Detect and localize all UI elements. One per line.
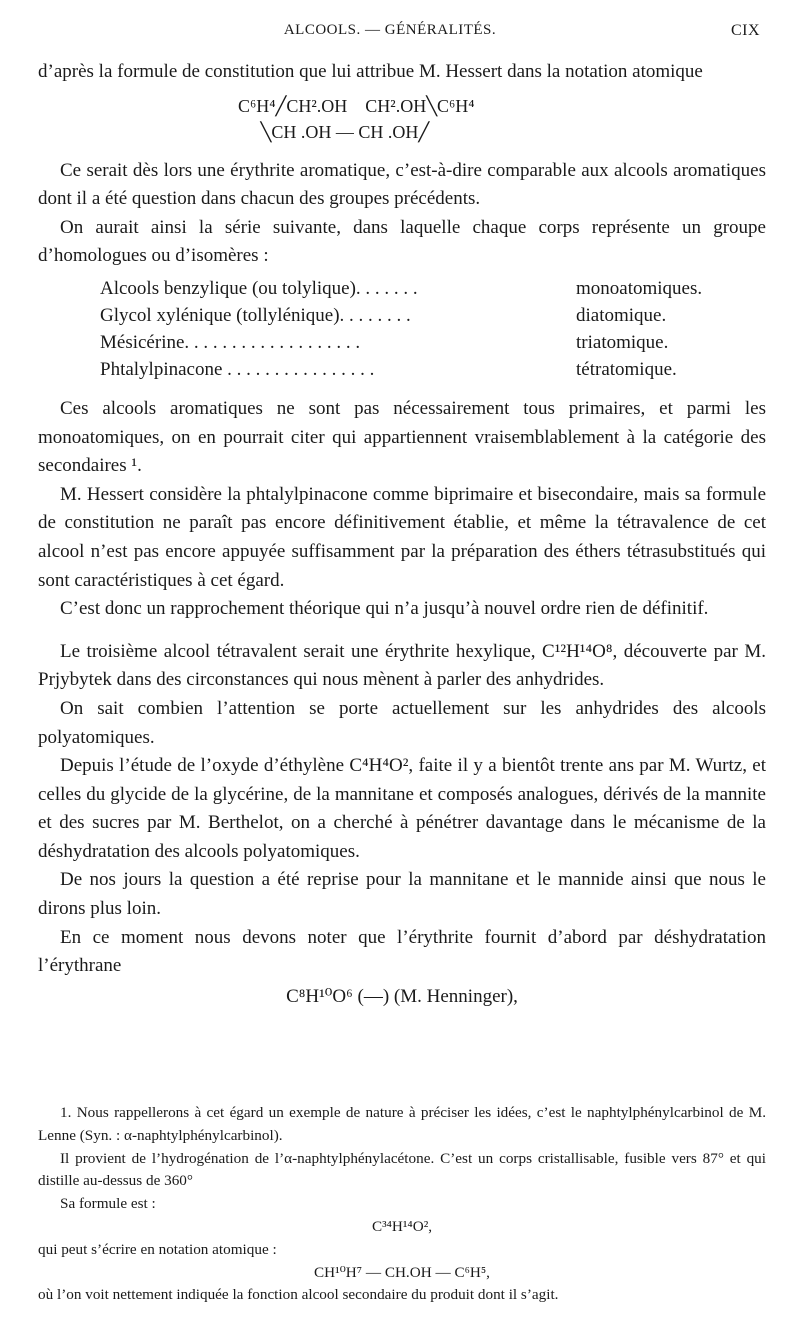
footnote-formula: C³⁴H¹⁴O², [371,1217,433,1235]
paragraph: Le troisième alcool tétravalent serait une érythrite hexylique, C¹²H¹⁴O⁸, découverte par M. Prjybytek dans des circonstances qui nous mènent à parler des anhydrides. [38,640,766,691]
footnote-text: où l’on voit nettement indiquée la fonction alcool secondaire du produit dont il s’agit. [38,1286,559,1304]
list-item-name: Glycol xylénique (tollylénique). . . . . . . . [100,304,411,326]
list-item-value: diatomique. [576,304,667,326]
footnote-text: Sa formule est : [60,1195,156,1213]
footnote-formula: CH¹⁰H⁷ — CH.OH — C⁶H⁵, [314,1263,490,1281]
paragraph: d’après la formule de constitution que lui attribue M. Hessert dans la notation atomique [38,61,703,82]
list-item-value: triatomique. [576,331,669,353]
running-title: ALCOOLS. — GÉNÉRALITÉS. [283,22,497,38]
alcohol-series-list [38,275,766,383]
paragraph: En ce moment nous devons noter que l’érythrite fournit d’abord par déshydratation l’érythrane [38,926,766,977]
paragraph: De nos jours la question a été reprise pour la mannitane et le mannide ainsi que nous le dirons plus loin. [38,869,766,920]
structural-formula [38,87,766,157]
paragraph: On aurait ainsi la série suivante, dans laquelle chaque corps représente un groupe d’homologues ou d’isomères : [38,216,766,267]
footnote-text: 1. Nous rappellerons à cet égard un exemple de nature à préciser les idées, c’est le naphtylphénylcarbinol de M. Lenne (Syn. : α-naphtylphénylcarbinol). [38,1104,766,1144]
paragraph: C’est donc un rapprochement théorique qui n’a jusqu’à nouvel ordre rien de définitif. [60,598,709,620]
footnotes [38,1102,766,1307]
page-number: CIX [730,22,760,39]
running-head [0,22,800,48]
paragraph: Depuis l’étude de l’oxyde d’éthylène C⁴H⁴O², faite il y a bientôt trente ans par M. Wurtz, et celles du glycide de la glycérine, de la mannitane et composés analogues, dérivés de la mannite et des sucres par M. Berthelot, on a cherché à pénétrer davantage dans le mécanisme de la déshydratation des alcools polyatomiques. [38,755,766,862]
list-item-name: Alcools benzylique (ou tolylique). . . . . . . [100,277,418,299]
list-item [38,302,766,329]
list-item-name: Mésicérine. . . . . . . . . . . . . . . . . . . [100,331,361,353]
formula-line: ╲CH .OH — CH .OH╱ [238,121,430,142]
paragraph: Ce serait dès lors une érythrite aromatique, c’est-à-dire comparable aux alcools aromatiques dont il a été question dans chacun des groupes précédents. [38,159,766,210]
list-item [38,356,766,383]
list-item [38,329,766,356]
formula-line: C⁶H⁴╱CH².OH CH².OH╲C⁶H⁴ [238,95,475,116]
list-item-name: Phtalylpinacone . . . . . . . . . . . . . . . . [100,358,375,380]
paragraph: Ces alcools aromatiques ne sont pas nécessairement tous primaires, et parmi les monoatomiques, on en pourrait citer qui appartiennent vraisemblablement à la catégorie des secondaires ¹. [38,397,766,477]
list-item [38,275,766,302]
main-text [38,58,766,1017]
footnote-text: qui peut s’écrire en notation atomique : [38,1240,277,1258]
paragraph: M. Hessert considère la phtalylpinacone comme biprimaire et bisecondaire, mais sa formule de constitution ne paraît pas encore définitivement établie, et même la tétravalence de cet alcool n’est pas encore appuyée suffisamment par la préparation des éthers tétrasubstitués qui sont caractéristiques à cet égard. [38,483,766,591]
list-item-value: tétratomique. [576,358,677,380]
paragraph: On sait combien l’attention se porte actuellement sur les anhydrides des alcools polyatomiques. [38,697,766,748]
formula: C⁸H¹⁰O⁶ (—) (M. Henninger), [286,985,518,1007]
list-item-value: monoatomiques. [576,277,703,299]
footnote-text: Il provient de l’hydrogénation de l’α-naphtylphénylacétone. C’est un corps cristallisable, fusible vers 87° et qui distille au-dessus de 360° [38,1149,766,1190]
